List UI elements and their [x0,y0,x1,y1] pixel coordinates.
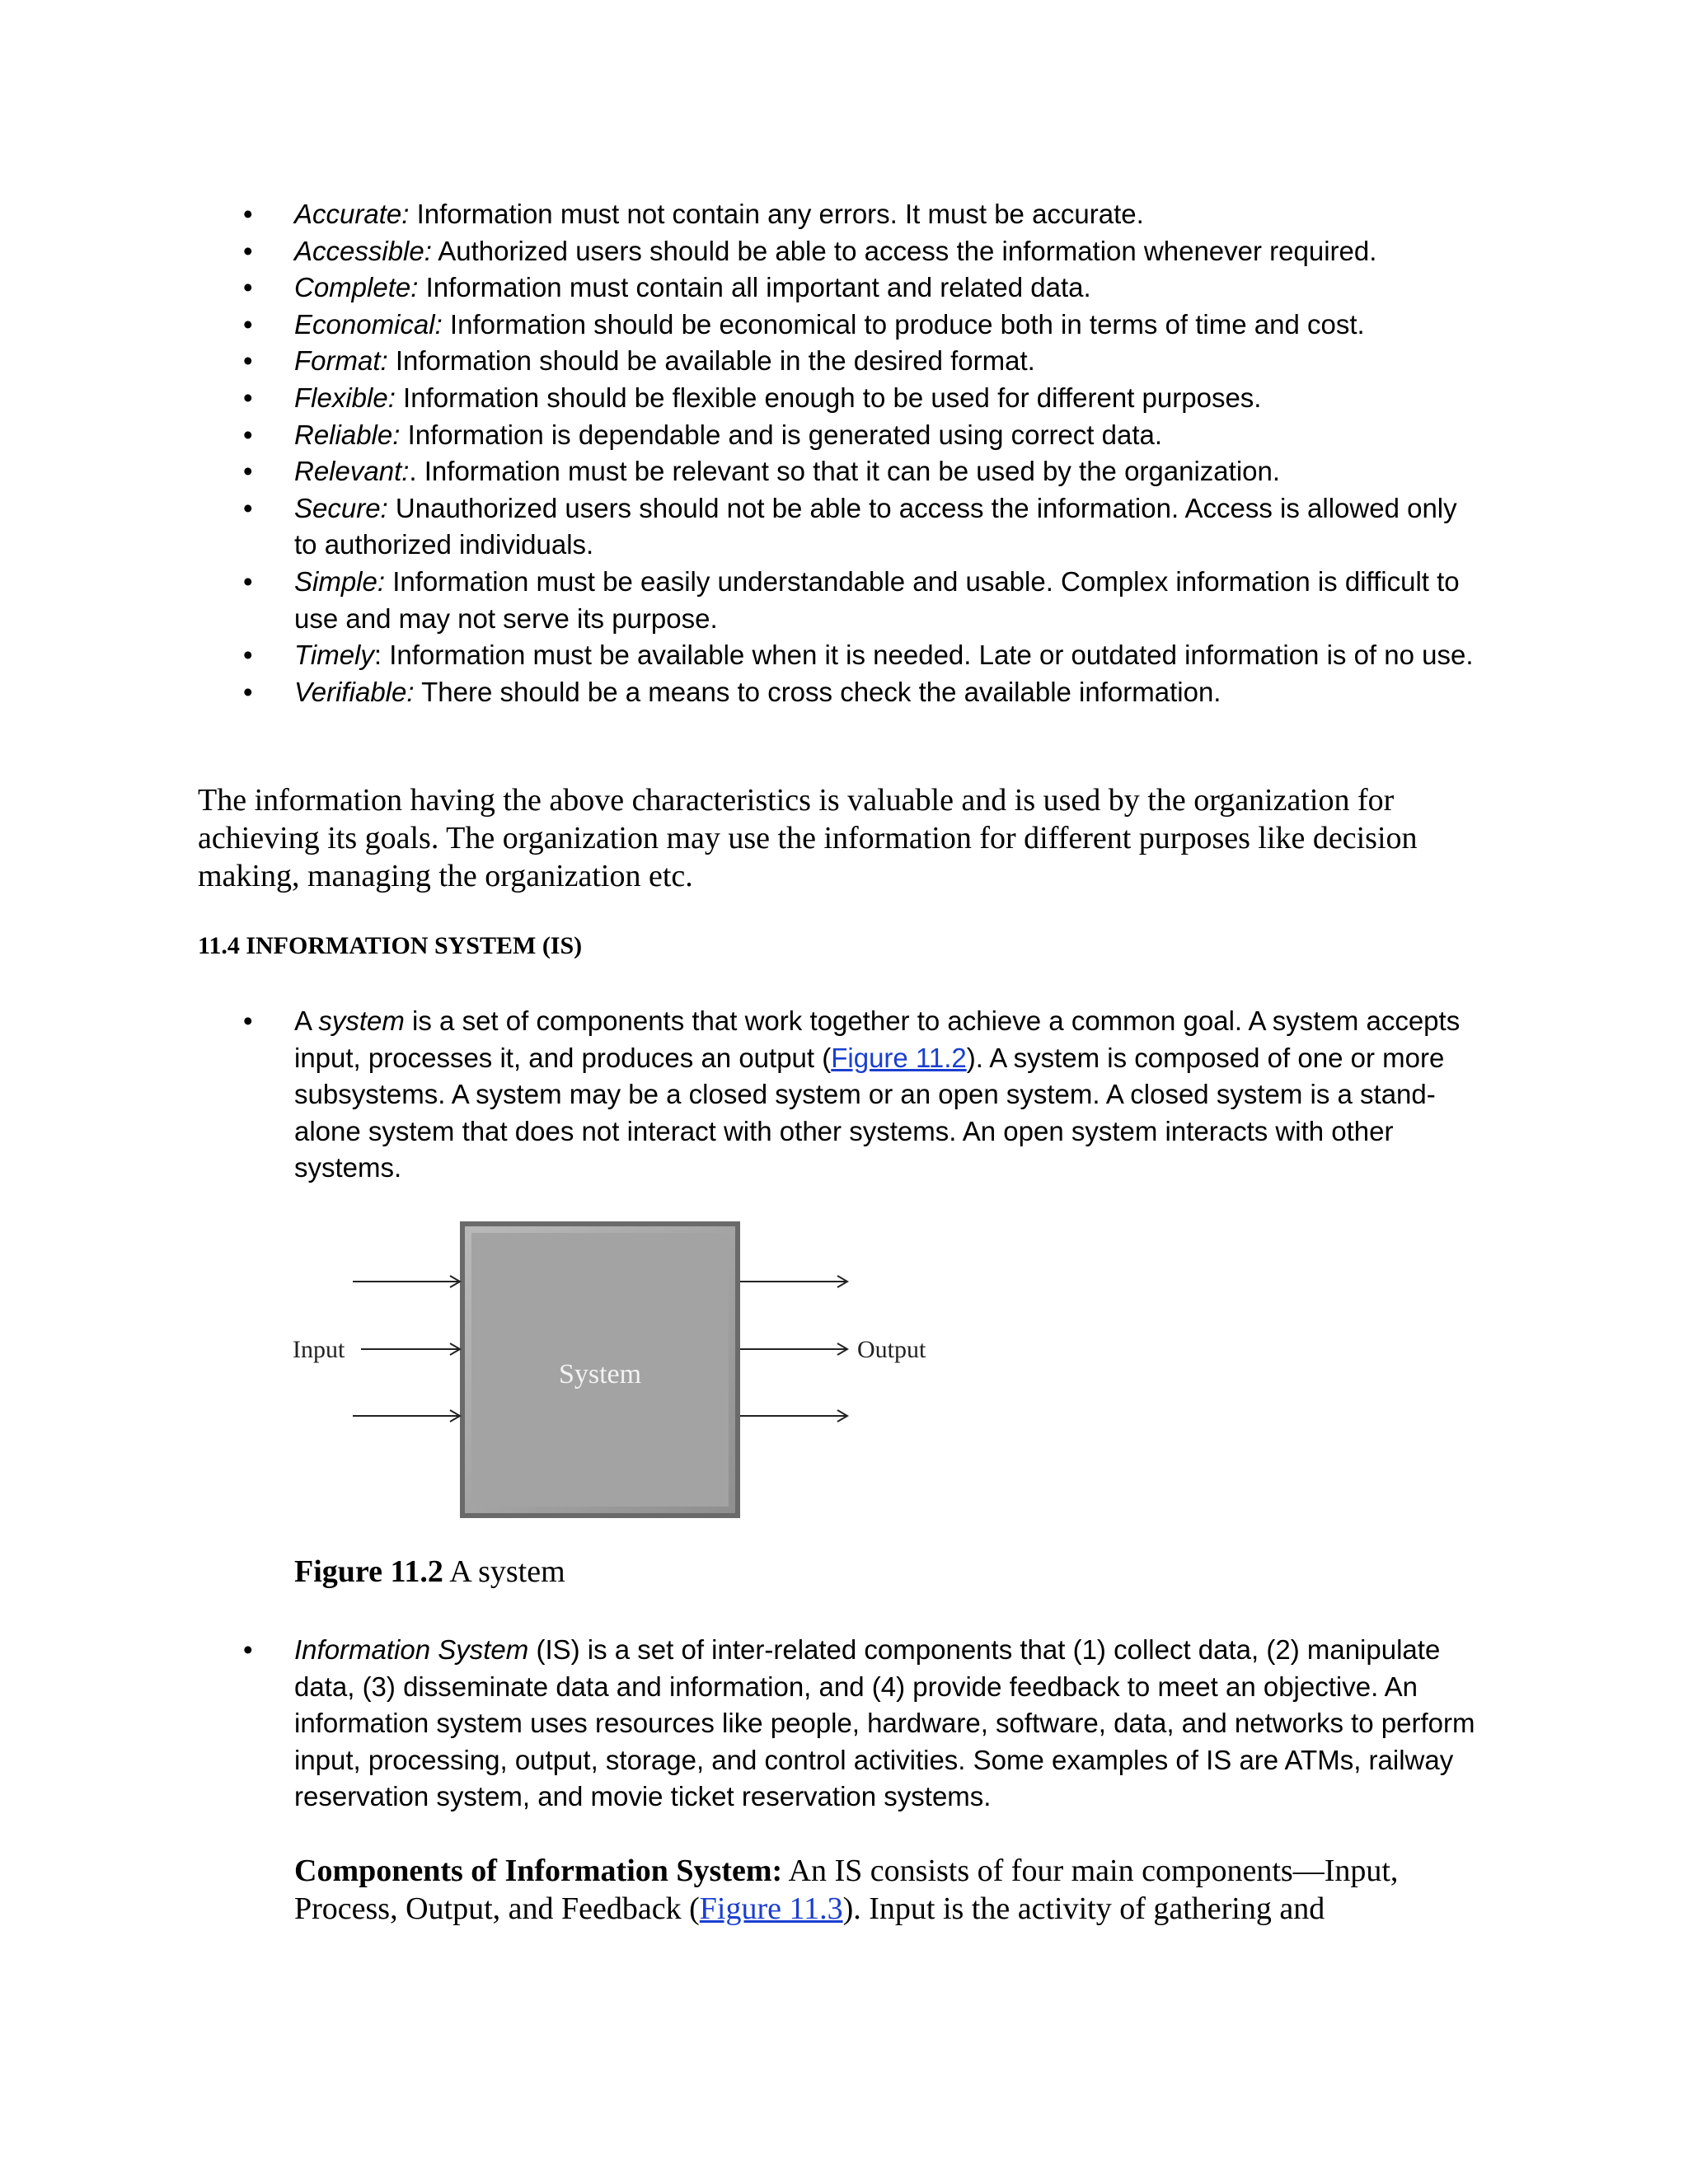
components-paragraph [294,1852,1481,1928]
item-text: is a set of components that work together to achieve a common goal. A system accepts input, processes it, and produces an output ( [294,1005,1461,1073]
system-diagram-svg [288,1216,948,1533]
item-term: Accurate: [294,199,410,229]
item-text: (IS) is a set of inter-related components that (1) collect data, (2) manipulate data, (3) disseminate data and information, and (4) provide feedback to meet an objective. An information system uses resources like people, hardware, software, data, and networks to perform input, processing, output, storage, and control activities. Some examples of IS are ATMs, railway reservation system, and movie ticket reservation systems. [294,1634,1475,1812]
system-box-label: System [558,1359,642,1390]
input-label: Input [293,1336,345,1363]
list-item [294,453,1481,490]
list-item [294,417,1481,454]
item-term: Timely [294,640,374,671]
components-text-end: ). Input is the activity of gathering and [842,1891,1325,1926]
input-arrows [353,1276,460,1422]
list-item [294,564,1481,637]
item-text-post: ). A system is composed of one or more subsystems. A system may be a closed system or an open system. A closed system is a stand-alone system that does not interact with other systems. An open system interacts with other systems. [294,1042,1445,1183]
figure-11-2-link[interactable]: Figure 11.2 [831,1042,967,1073]
item-text: Information should be economical to produce both in terms of time and cost. [442,308,1365,340]
system-definition-list [294,1003,1481,1187]
list-item [294,233,1481,270]
item-text: Information must be easily understandable and usable. Complex information is difficult to use and may not serve its purpose. [294,565,1460,634]
characteristics-list [294,196,1481,710]
list-item [294,674,1481,711]
item-term: Format: [294,345,388,377]
item-term: system [318,1005,405,1036]
item-text: There should be a means to cross check the available information. [414,676,1221,707]
item-term: Economical: [294,308,443,340]
figure-caption [294,1554,565,1590]
item-term: Relevant: [294,456,410,487]
item-term: Verifiable: [294,676,415,707]
item-text: Information is dependable and is generated using correct data. [400,419,1163,450]
summary-paragraph: The information having the above characteristics is valuable and is used by the organization for achieving its goals. The organization may use the information for different purposes like decision making, managing the organization etc. [198,783,1418,893]
list-item [294,196,1481,233]
item-term: Reliable: [294,419,401,450]
list-item [294,1003,1481,1187]
output-label: Output [857,1336,926,1363]
item-term: Secure: [294,492,388,523]
components-text: An IS consists of four main components—Input, Process, Output, and Feedback ( [294,1854,1399,1926]
item-text: : Information must be available when it is needed. Late or outdated information is of no use. [373,640,1474,671]
list-item [294,490,1481,564]
list-item [294,269,1481,307]
item-term: Complete: [294,272,419,303]
list-item [294,637,1481,674]
item-text: Authorized users should be able to access the information whenever required. [431,235,1377,266]
item-term: Accessible: [294,235,432,266]
list-item [294,380,1481,417]
item-text: Information must not contain any errors. It must be accurate. [409,199,1144,229]
item-text-pre: A [294,1005,319,1036]
section-heading: 11.4 INFORMATION SYSTEM (IS) [198,932,583,959]
item-text: . Information must be relevant so that it can be used by the organization. [409,456,1281,487]
item-text: Information must contain all important and related data. [418,272,1091,303]
figure-caption-text: A system [443,1554,565,1589]
item-text: Information should be flexible enough to be used for different purposes. [395,382,1262,413]
information-system-list [294,1632,1481,1816]
figure-caption-label: Figure 11.2 [294,1554,443,1589]
item-term: Information System [294,1634,529,1665]
components-heading: Components of Information System: [294,1854,783,1888]
list-item [294,343,1481,380]
figure-11-3-link[interactable]: Figure 11.3 [699,1891,843,1926]
item-term: Flexible: [294,382,396,413]
system-diagram [288,1216,948,1533]
item-text: Information should be available in the desired format. [387,345,1035,377]
list-item [294,307,1481,344]
list-item [294,1632,1481,1816]
item-text: Unauthorized users should not be able to access the information. Access is allowed only to authorized individuals. [294,492,1457,560]
output-arrows [740,1276,847,1422]
item-term: Simple: [294,565,386,597]
